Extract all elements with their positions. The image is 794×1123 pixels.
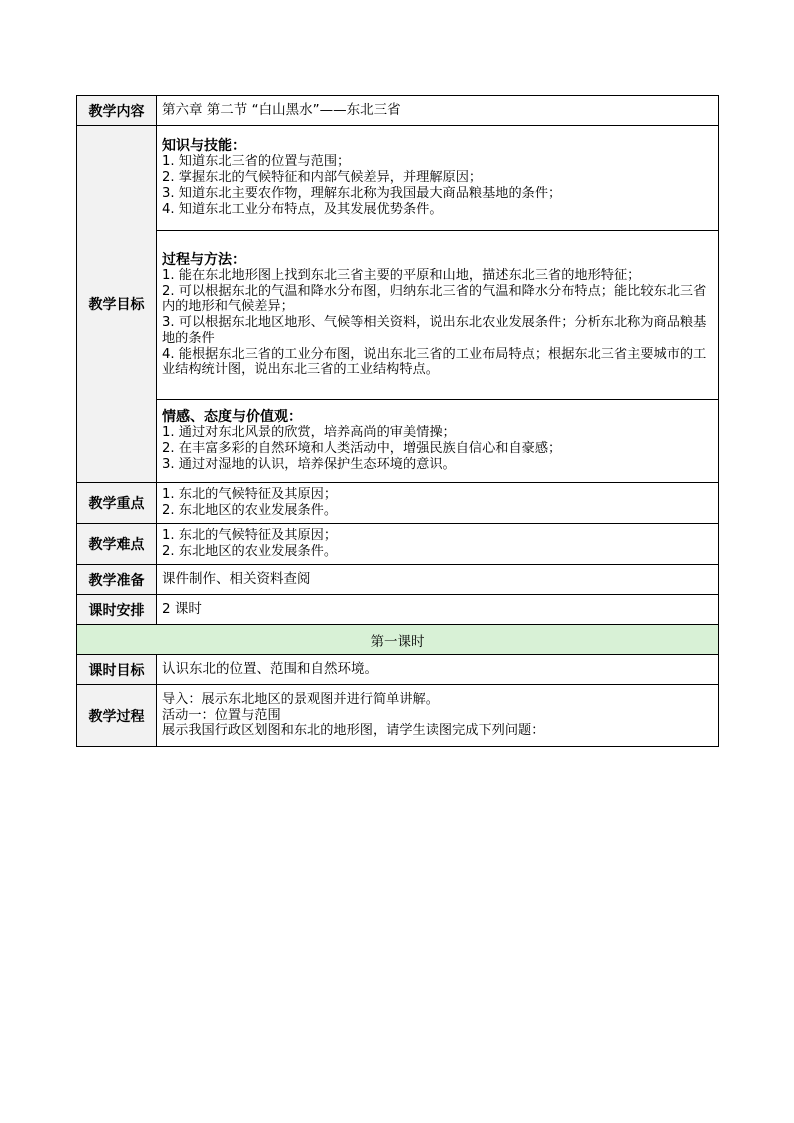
preparation-label: 教学准备 <box>77 565 157 595</box>
first-lesson-banner: 第一课时 <box>77 625 719 655</box>
key-points-cell <box>157 483 719 524</box>
attitude-item: 1. 通过对东北风景的欣赏，培养高尚的审美情操； <box>162 425 456 441</box>
key-points-label: 教学重点 <box>77 483 157 524</box>
process-step: 展示我国行政区划图和东北的地形图，请学生读图完成下列问题： <box>162 723 545 739</box>
key-point-item: 2. 东北地区的农业发展条件。 <box>162 503 338 518</box>
row-class-hours <box>77 595 719 625</box>
process-item: 4. 能根据东北三省的工业分布图，说出东北三省的工业布局特点；根据东北三省主要城市的工业结构统计图，说出东北三省的工业结构特点。 <box>162 346 707 378</box>
row-first-lesson-banner <box>77 625 719 655</box>
row-lesson-goal <box>77 655 719 685</box>
process-item: 1. 能在东北地形图上找到东北三省主要的平原和山地，描述东北三省的地形特征； <box>162 267 641 283</box>
class-hours-value: 2 课时 <box>157 595 719 625</box>
class-hours-label: 课时安排 <box>77 595 157 625</box>
attitude-values-heading: 情感、态度与价值观： <box>162 409 302 426</box>
process-methods-cell <box>157 231 719 400</box>
preparation-value: 课件制作、相关资料查阅 <box>157 565 719 595</box>
key-point-item: 1. 东北的气候特征及其原因； <box>162 487 338 503</box>
row-goals-process <box>77 231 719 400</box>
row-key-points <box>77 483 719 524</box>
knowledge-item: 1. 知道东北三省的位置与范围； <box>162 154 351 170</box>
knowledge-item: 3. 知道东北主要农作物，理解东北称为我国最大商品粮基地的条件； <box>162 186 562 201</box>
process-step: 活动一：位置与范围 <box>162 707 281 723</box>
lesson-plan-table <box>76 95 719 747</box>
row-teaching-process <box>77 685 719 747</box>
difficult-point-item: 1. 东北的气候特征及其原因； <box>162 528 338 544</box>
teaching-content-value: 第六章 第二节 “白山黑水”——东北三省 <box>157 96 719 126</box>
knowledge-item: 4. 知道东北工业分布特点，及其发展优势条件。 <box>162 201 443 217</box>
difficult-points-label: 教学难点 <box>77 524 157 565</box>
knowledge-skills-heading: 知识与技能： <box>162 138 246 155</box>
process-methods-heading: 过程与方法： <box>162 251 246 268</box>
attitude-item: 2. 在丰富多彩的自然环境和人类活动中，增强民族自信心和自豪感； <box>162 441 562 457</box>
difficult-points-cell <box>157 524 719 565</box>
process-item: 3. 可以根据东北地区地形、气候等相关资料，说出东北农业发展条件；分析东北称为商品粮基地的条件 <box>162 315 707 346</box>
lesson-goal-value: 认识东北的位置、范围和自然环境。 <box>157 655 719 685</box>
teaching-process-label: 教学过程 <box>77 685 157 747</box>
knowledge-item: 2. 掌握东北的气候特征和内部气候差异，并理解原因； <box>162 170 483 186</box>
row-preparation <box>77 565 719 595</box>
teaching-process-cell <box>157 685 719 747</box>
process-step: 导入：展示东北地区的景观图并进行简单讲解。 <box>162 691 439 707</box>
row-difficult-points <box>77 524 719 565</box>
lesson-goal-label: 课时目标 <box>77 655 157 685</box>
difficult-point-item: 2. 东北地区的农业发展条件。 <box>162 544 338 559</box>
attitude-values-cell <box>157 400 719 483</box>
process-item: 2. 可以根据东北的气温和降水分布图，归纳东北三省的气温和降水分布特点；能比较东北三省内的地形和气候差异； <box>162 283 707 315</box>
row-goals-attitude <box>77 400 719 483</box>
knowledge-skills-cell <box>157 126 719 231</box>
attitude-item: 3. 通过对湿地的认识，培养保护生态环境的意识。 <box>162 456 456 472</box>
teaching-content-label: 教学内容 <box>77 96 157 126</box>
teaching-goals-label: 教学目标 <box>77 126 157 483</box>
row-teaching-content <box>77 96 719 126</box>
row-goals-knowledge <box>77 126 719 231</box>
